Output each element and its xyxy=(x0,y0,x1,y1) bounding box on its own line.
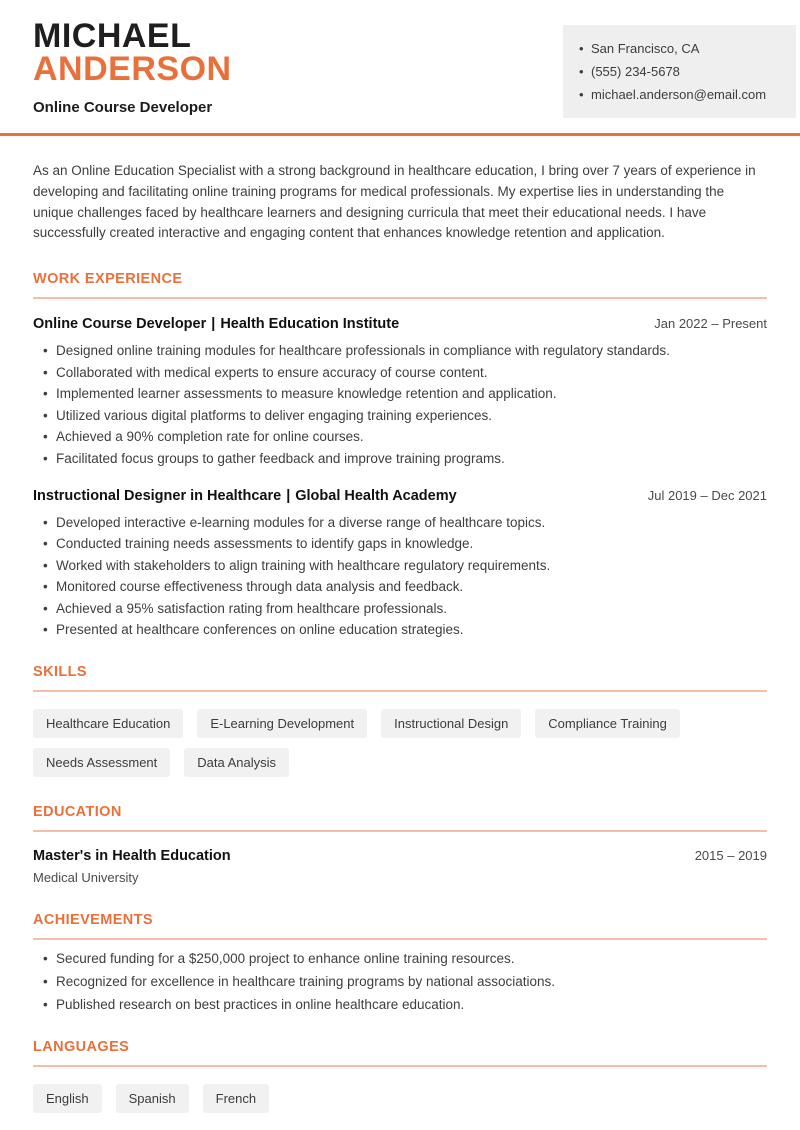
skill-tag: E-Learning Development xyxy=(197,709,367,738)
job-list xyxy=(33,316,767,637)
language-tag: English xyxy=(33,1084,102,1113)
job-bullet: • Monitored course effectiveness through data analysis and feedback. xyxy=(33,580,767,594)
skills-heading: SKILLS xyxy=(33,664,767,692)
work-experience-heading: WORK EXPERIENCE xyxy=(33,271,767,299)
job-dates: Jan 2022 – Present xyxy=(654,316,767,332)
skill-tag: Data Analysis xyxy=(184,748,289,777)
job-company: Health Education Institute xyxy=(220,316,400,333)
job-bullet: • Facilitated focus groups to gather feedback and improve training programs. xyxy=(33,452,767,466)
school-name: Medical University xyxy=(33,870,139,886)
job-bullet: • Presented at healthcare conferences on online education strategies. xyxy=(33,623,767,637)
candidate-name xyxy=(33,17,232,88)
job-entry xyxy=(33,488,767,638)
education-dates: 2015 – 2019 xyxy=(694,848,767,864)
job-title-separator xyxy=(281,488,295,504)
skill-tag: Needs Assessment xyxy=(33,748,170,777)
education-entry xyxy=(33,848,767,864)
job-title xyxy=(33,488,457,504)
job-bullet: • Designed online training modules for healthcare professionals in compliance with regulatory standards. xyxy=(33,344,767,358)
contact-item: • michael.anderson@email.com xyxy=(579,83,780,106)
resume-header xyxy=(0,0,800,133)
job-company: Global Health Academy xyxy=(295,487,457,504)
skill-tag: Healthcare Education xyxy=(33,709,183,738)
job-bullet-list xyxy=(33,516,767,638)
section-languages xyxy=(33,1039,767,1113)
job-bullet: • Achieved a 90% completion rate for online courses. xyxy=(33,430,767,444)
job-bullet: • Utilized various digital platforms to deliver engaging training experiences. xyxy=(33,409,767,423)
language-tag: French xyxy=(203,1084,269,1113)
contact-item: • (555) 234-5678 xyxy=(579,60,780,83)
job-title-separator xyxy=(206,316,220,332)
degree-title: Master's in Health Education xyxy=(33,848,231,865)
header-job-title: Online Course Developer xyxy=(33,99,213,116)
job-header-row xyxy=(33,316,767,332)
job-bullet: • Worked with stakeholders to align training with healthcare regulatory requirements. xyxy=(33,559,767,573)
job-bullet-list xyxy=(33,344,767,466)
job-title xyxy=(33,316,399,332)
job-bullet: • Achieved a 95% satisfaction rating from healthcare professionals. xyxy=(33,602,767,616)
contact-item: • San Francisco, CA xyxy=(579,37,780,60)
summary-paragraph: As an Online Education Specialist with a strong background in healthcare education, I bring over 7 years of experience in developing and facilitating online training programs for medical professionals. My expertise lies in understanding the unique challenges faced by healthcare learners and designing curricula that meet their educational needs. I have successfully created interactive and engaging content that enhances knowledge retention and application. xyxy=(33,163,756,241)
section-skills xyxy=(33,664,767,777)
achievement-bullet: • Published research on best practices in online healthcare education. xyxy=(33,998,767,1012)
section-work-experience xyxy=(33,271,767,637)
section-achievements xyxy=(33,912,767,1012)
section-education xyxy=(33,804,767,885)
education-heading: EDUCATION xyxy=(33,804,767,832)
achievement-bullet: • Recognized for excellence in healthcare training programs by national associations. xyxy=(33,975,767,989)
last-name: ANDERSON xyxy=(33,50,232,88)
achievements-heading: ACHIEVEMENTS xyxy=(33,912,767,940)
achievement-bullet: • Secured funding for a $250,000 project to enhance online training resources. xyxy=(33,952,767,966)
language-tag-list xyxy=(33,1084,767,1113)
job-bullet: • Implemented learner assessments to measure knowledge retention and application. xyxy=(33,387,767,401)
achievement-list xyxy=(33,952,767,1012)
job-dates: Jul 2019 – Dec 2021 xyxy=(647,487,767,503)
job-bullet: • Collaborated with medical experts to ensure accuracy of course content. xyxy=(33,366,767,380)
skill-tag-list xyxy=(33,709,767,777)
name-block xyxy=(33,17,232,116)
contact-list xyxy=(579,37,780,106)
job-position: Instructional Designer in Healthcare xyxy=(33,487,282,504)
contact-box xyxy=(563,25,796,118)
skill-tag: Instructional Design xyxy=(381,709,521,738)
job-position: Online Course Developer xyxy=(33,316,207,333)
resume-content xyxy=(0,161,800,1113)
language-tag: Spanish xyxy=(116,1084,189,1113)
job-bullet: • Developed interactive e-learning modules for a diverse range of healthcare topics. xyxy=(33,516,767,530)
header-divider xyxy=(0,133,800,136)
job-entry xyxy=(33,316,767,466)
job-bullet: • Conducted training needs assessments to identify gaps in knowledge. xyxy=(33,537,767,551)
job-header-row xyxy=(33,488,767,504)
languages-heading: LANGUAGES xyxy=(33,1039,767,1067)
first-name: MICHAEL xyxy=(33,17,192,55)
skill-tag: Compliance Training xyxy=(535,709,680,738)
